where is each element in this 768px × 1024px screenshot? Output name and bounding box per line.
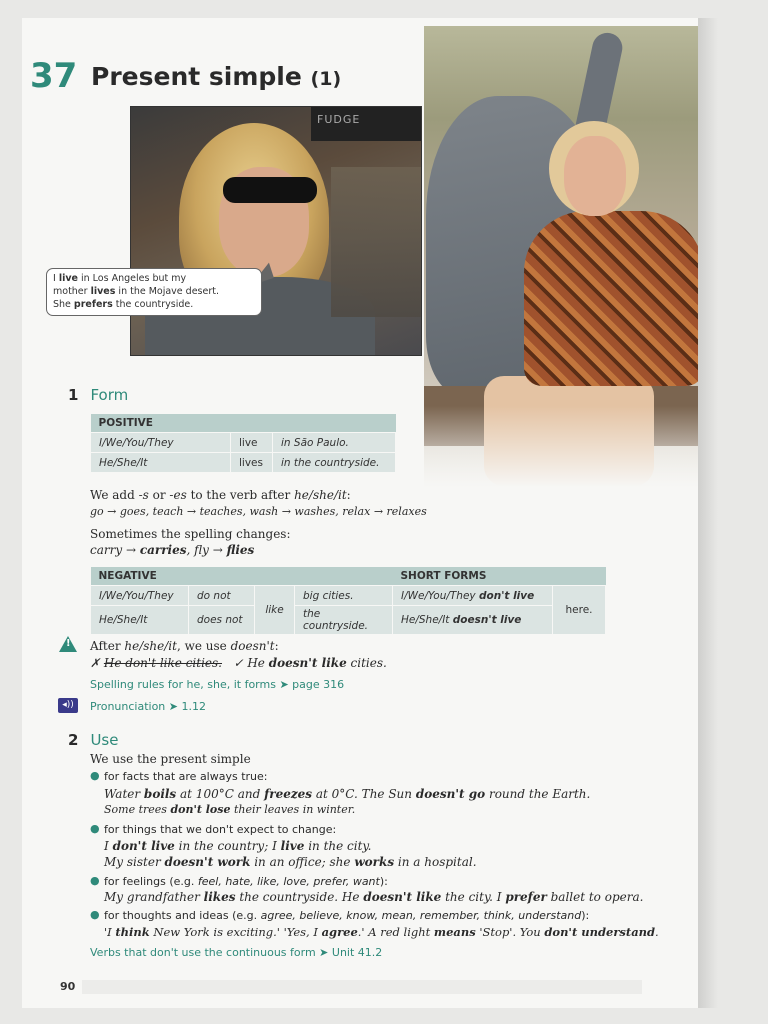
section-1-heading: 1 Form bbox=[68, 386, 129, 404]
use-intro: We use the present simple bbox=[90, 752, 251, 766]
spelling-intro: Sometimes the spelling changes: bbox=[90, 527, 291, 541]
table-row: I/We/You/They live in São Paulo. bbox=[91, 433, 396, 453]
speech-bubble: I live in Los Angeles but my mother lives in the Mojave desert. She prefers the countryside. bbox=[46, 268, 262, 316]
use-facts-lead: for facts that are always true: bbox=[104, 770, 268, 783]
textbook-page bbox=[22, 18, 698, 1008]
table-row: He/She/It does not the countryside. He/She/It doesn't live bbox=[91, 606, 606, 635]
add-s-rule: We add -s or -es to the verb after he/she/it: bbox=[90, 488, 351, 502]
table-row: He/She/It lives in the countryside. bbox=[91, 453, 396, 473]
use-unchanging-example-1: I don't live in the country; I live in the city. bbox=[104, 839, 372, 853]
spelling-examples: carry → carries, fly → flies bbox=[90, 543, 255, 557]
use-thoughts-lead: for thoughts and ideas (e.g. agree, believe, know, mean, remember, think, understand): bbox=[104, 909, 590, 922]
section-2-heading: 2 Use bbox=[68, 731, 119, 749]
use-unchanging-example-2: My sister doesn't work in an office; she works in a hospital. bbox=[104, 855, 477, 869]
audio-icon[interactable]: ◂)) bbox=[58, 698, 78, 713]
title-main: Present simple bbox=[91, 62, 302, 91]
use-feelings-example: My grandfather likes the countryside. He doesn't like the city. I prefer ballet to opera. bbox=[104, 890, 644, 904]
use-facts-example-2: Some trees don't lose their leaves in winter. bbox=[104, 803, 356, 816]
cross-icon: ✗ bbox=[90, 656, 101, 670]
use-thoughts-example: 'I think New York is exciting.' 'Yes, I agree.' A red light means 'Stop'. You don't understand. bbox=[104, 925, 659, 939]
warning-rule: After he/she/it, we use doesn't: bbox=[90, 639, 279, 653]
unit-number: 37 bbox=[30, 56, 78, 96]
check-icon: ✓ bbox=[233, 656, 244, 670]
bullet-icon: ● bbox=[90, 908, 100, 921]
positive-table: POSITIVE I/We/You/They live in São Paulo. He/She/It lives in the countryside. bbox=[90, 414, 396, 473]
bullet-icon: ● bbox=[90, 822, 100, 835]
photo-woman-elephant-statue bbox=[424, 26, 698, 488]
add-s-examples: go → goes, teach → teaches, wash → washes, relax → relaxes bbox=[90, 505, 427, 518]
page-number: 90 bbox=[60, 980, 76, 993]
link-verbs-continuous[interactable]: Verbs that don't use the continuous form ➤ Unit 41.2 bbox=[90, 946, 383, 959]
page-edge-shadow bbox=[698, 18, 718, 1008]
warning-icon: ! bbox=[59, 636, 77, 652]
use-unchanging-lead: for things that we don't expect to change: bbox=[104, 823, 337, 836]
bullet-icon: ● bbox=[90, 874, 100, 887]
footer-bar bbox=[82, 980, 642, 994]
photo-banner: FUDGE bbox=[311, 107, 421, 141]
use-feelings-lead: for feelings (e.g. feel, hate, like, love, prefer, want): bbox=[104, 875, 388, 888]
title-sub: (1) bbox=[310, 68, 342, 90]
use-facts-example-1: Water boils at 100°C and freezes at 0°C. The Sun doesn't go round the Earth. bbox=[104, 787, 591, 801]
bullet-icon: ● bbox=[90, 769, 100, 782]
sunglasses bbox=[223, 177, 317, 203]
warning-examples: ✗ He don't like cities. ✓ He doesn't like cities. bbox=[90, 656, 387, 670]
page-title bbox=[91, 62, 341, 91]
photo-woman-sunglasses bbox=[130, 106, 422, 356]
link-pronunciation[interactable]: Pronunciation ➤ 1.12 bbox=[90, 700, 206, 713]
table-row: I/We/You/They do not like big cities. I/We/You/They don't live here. bbox=[91, 586, 606, 606]
link-spelling-rules[interactable]: Spelling rules for he, she, it forms ➤ page 316 bbox=[90, 678, 345, 691]
negative-table: NEGATIVE SHORT FORMS I/We/You/They do not like big cities. I/We/You/They don't live here. He/She/It does not the countryside. He/She/It doesn't live bbox=[90, 567, 606, 635]
crowd bbox=[331, 167, 421, 317]
